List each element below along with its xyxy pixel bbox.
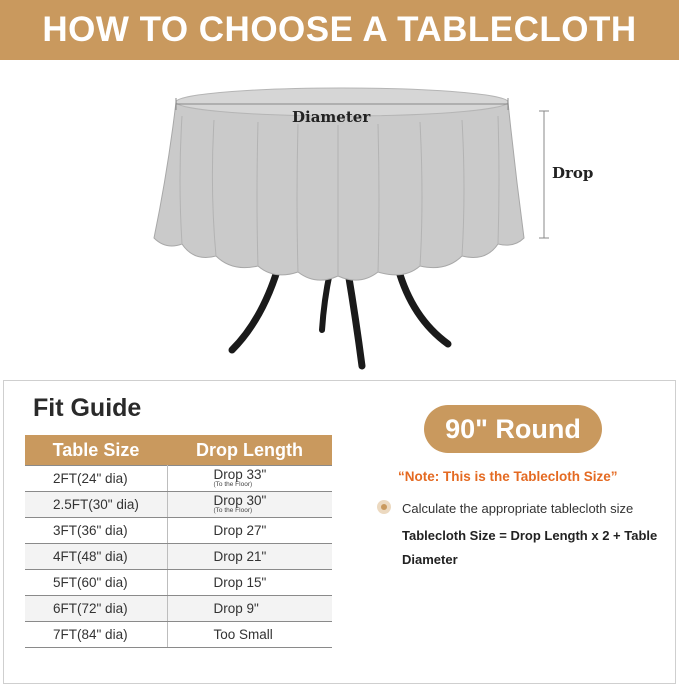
bullet-icon <box>377 500 391 514</box>
header-drop-length: Drop Length <box>167 435 332 466</box>
table-size-cell: 3FT(36" dia) <box>25 518 167 544</box>
table-size-cell: 2FT(24" dia) <box>25 466 167 492</box>
page-title: HOW TO CHOOSE A TABLECLOTH <box>42 10 637 49</box>
drop-length-cell <box>167 466 332 492</box>
drop-length-cell <box>167 492 332 518</box>
table-row <box>25 518 332 544</box>
drop-length-cell: Drop 21" <box>167 544 332 570</box>
size-formula: Tablecloth Size = Drop Length x 2 + Table Diameter <box>402 528 658 567</box>
product-size-badge: 90" Round <box>424 405 602 453</box>
drop-label: Drop <box>552 164 594 182</box>
table-row <box>25 622 332 648</box>
calc-instruction: Calculate the appropriate tablecloth size <box>402 501 634 516</box>
drop-length-cell: Drop 27" <box>167 518 332 544</box>
fit-guide-table <box>25 435 332 648</box>
drop-length-cell: Too Small <box>167 622 332 648</box>
table-size-cell: 4FT(48" dia) <box>25 544 167 570</box>
drop-note: (To the Floor) <box>213 507 253 514</box>
table-row <box>25 466 332 492</box>
size-note: “Note: This is the Tablecloth Size” <box>398 469 618 484</box>
table-size-cell: 7FT(84" dia) <box>25 622 167 648</box>
table-size-cell: 2.5FT(30" dia) <box>25 492 167 518</box>
drop-value: Drop 30" <box>213 493 267 508</box>
table-row <box>25 596 332 622</box>
table-size-cell: 5FT(60" dia) <box>25 570 167 596</box>
fit-guide-title: Fit Guide <box>33 394 142 422</box>
diameter-label: Diameter <box>292 108 371 126</box>
table-row <box>25 492 332 518</box>
table-legs <box>232 268 448 366</box>
header-table-size: Table Size <box>25 435 167 466</box>
drop-line <box>539 111 549 238</box>
drop-note: (To the Floor) <box>213 481 253 488</box>
title-banner <box>0 0 679 60</box>
drop-length-cell: Drop 9" <box>167 596 332 622</box>
table-size-cell: 6FT(72" dia) <box>25 596 167 622</box>
table-row <box>25 570 332 596</box>
drop-length-cell: Drop 15" <box>167 570 332 596</box>
table-row <box>25 544 332 570</box>
drop-value: Drop 33" <box>213 467 267 482</box>
